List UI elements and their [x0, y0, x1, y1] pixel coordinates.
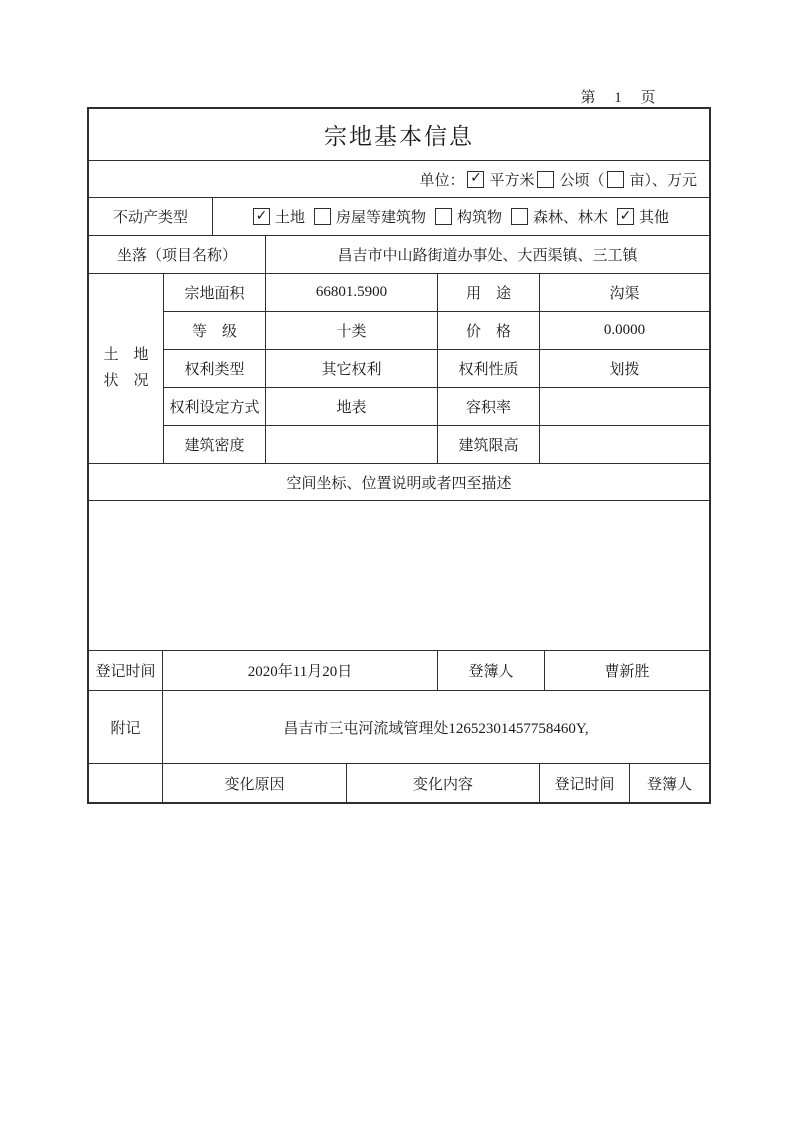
unit-option-mu — [607, 169, 697, 190]
remark-label: 附记 — [89, 691, 163, 763]
right-type-label: 权利类型 — [164, 350, 266, 387]
land-label: 土地 — [274, 210, 305, 226]
right-nature-label: 权利性质 — [438, 350, 540, 387]
property-type-option-other — [617, 206, 669, 227]
land-status-side-label-line2: 状 况 — [103, 372, 149, 389]
property-type-option-land — [253, 206, 305, 227]
location-value: 昌吉市中山路街道办事处、大西渠镇、三工镇 — [337, 248, 638, 264]
unit-option-sqm — [467, 169, 534, 190]
forest-label: 森林、林木 — [533, 210, 609, 226]
property-type-option-structure — [435, 206, 502, 227]
land-status-row-right-setting — [164, 388, 709, 426]
spatial-notes-area — [89, 501, 709, 651]
change-reg-time-header: 登记时间 — [540, 764, 630, 802]
change-content-header: 变化内容 — [347, 764, 540, 802]
right-setting-value: 地表 — [266, 388, 438, 425]
parcel-area-value: 66801.5900 — [266, 274, 438, 311]
spatial-header-row — [89, 464, 709, 501]
grade-label: 等 级 — [164, 312, 266, 349]
property-type-option-building — [314, 206, 426, 227]
plot-ratio-value — [540, 388, 709, 425]
registration-time-label: 登记时间 — [89, 651, 163, 690]
remark-row — [89, 691, 709, 764]
price-label: 价 格 — [438, 312, 540, 349]
use-label: 用 途 — [438, 274, 540, 311]
right-type-value: 其它权利 — [266, 350, 438, 387]
forest-checkbox[interactable] — [511, 208, 528, 225]
plot-ratio-label: 容积率 — [438, 388, 540, 425]
height-limit-value — [540, 426, 709, 463]
grade-value: 十类 — [266, 312, 438, 349]
height-limit-label: 建筑限高 — [438, 426, 540, 463]
property-type-options — [213, 198, 709, 235]
property-type-label: 不动产类型 — [89, 198, 213, 235]
building-density-label: 建筑密度 — [164, 426, 266, 463]
check-icon: ✓ — [470, 170, 482, 186]
land-status-row-area — [164, 274, 709, 312]
land-status-side-label-line1: 土 地 — [103, 347, 149, 363]
unit-mu-label: 亩）、万元 — [629, 172, 697, 189]
property-type-row — [89, 198, 709, 236]
building-label: 房屋等建筑物 — [335, 210, 426, 226]
land-status-row-grade — [164, 312, 709, 350]
location-label: 坐落（项目名称） — [89, 236, 266, 273]
price-value: 0.0000 — [603, 322, 646, 338]
right-nature-value: 划拨 — [609, 362, 640, 378]
change-empty-cell — [89, 764, 163, 802]
structure-label: 构筑物 — [456, 210, 502, 226]
unit-option-hectare — [537, 169, 604, 190]
unit-hectare-checkbox[interactable] — [537, 171, 554, 188]
registrar-value: 曹新胜 — [604, 664, 650, 680]
unit-sqm-label: 平方米 — [489, 172, 535, 189]
unit-sqm-checkbox[interactable] — [467, 171, 484, 188]
other-checkbox[interactable] — [617, 208, 634, 225]
change-header-row — [89, 764, 709, 802]
change-reason-header: 变化原因 — [163, 764, 347, 802]
unit-mu-checkbox[interactable] — [607, 171, 624, 188]
other-label: 其他 — [639, 210, 670, 226]
form-title-row — [89, 109, 709, 161]
land-status-row-right-type — [164, 350, 709, 388]
land-status-section — [89, 274, 709, 464]
unit-hectare-label: 公顷（ — [559, 172, 605, 189]
location-row — [89, 236, 709, 274]
land-status-row-density — [164, 426, 709, 463]
unit-label: 单位： — [419, 172, 465, 189]
unit-row — [89, 161, 709, 198]
land-status-side-label — [89, 274, 164, 463]
change-registrar-header: 登簿人 — [646, 776, 692, 793]
page-number: 第 1 页 — [580, 90, 656, 106]
land-checkbox[interactable] — [253, 208, 270, 225]
check-icon: ✓ — [255, 207, 268, 224]
right-setting-label: 权利设定方式 — [164, 388, 266, 425]
spatial-header: 空间坐标、位置说明或者四至描述 — [286, 475, 512, 492]
land-status-rows — [164, 274, 709, 463]
registration-row — [89, 651, 709, 691]
form-title: 宗地基本信息 — [324, 124, 474, 149]
structure-checkbox[interactable] — [435, 208, 452, 225]
property-type-option-forest — [511, 206, 608, 227]
use-value: 沟渠 — [609, 286, 640, 302]
building-checkbox[interactable] — [314, 208, 331, 225]
remark-value: 昌吉市三屯河流域管理处12652301457758460Y, — [283, 720, 589, 737]
registrar-label: 登簿人 — [438, 651, 545, 690]
building-density-value — [266, 426, 438, 463]
parcel-area-label: 宗地面积 — [164, 274, 266, 311]
registration-time-value: 2020年11月20日 — [163, 651, 438, 690]
parcel-info-table — [87, 107, 711, 804]
check-icon: ✓ — [619, 207, 632, 224]
